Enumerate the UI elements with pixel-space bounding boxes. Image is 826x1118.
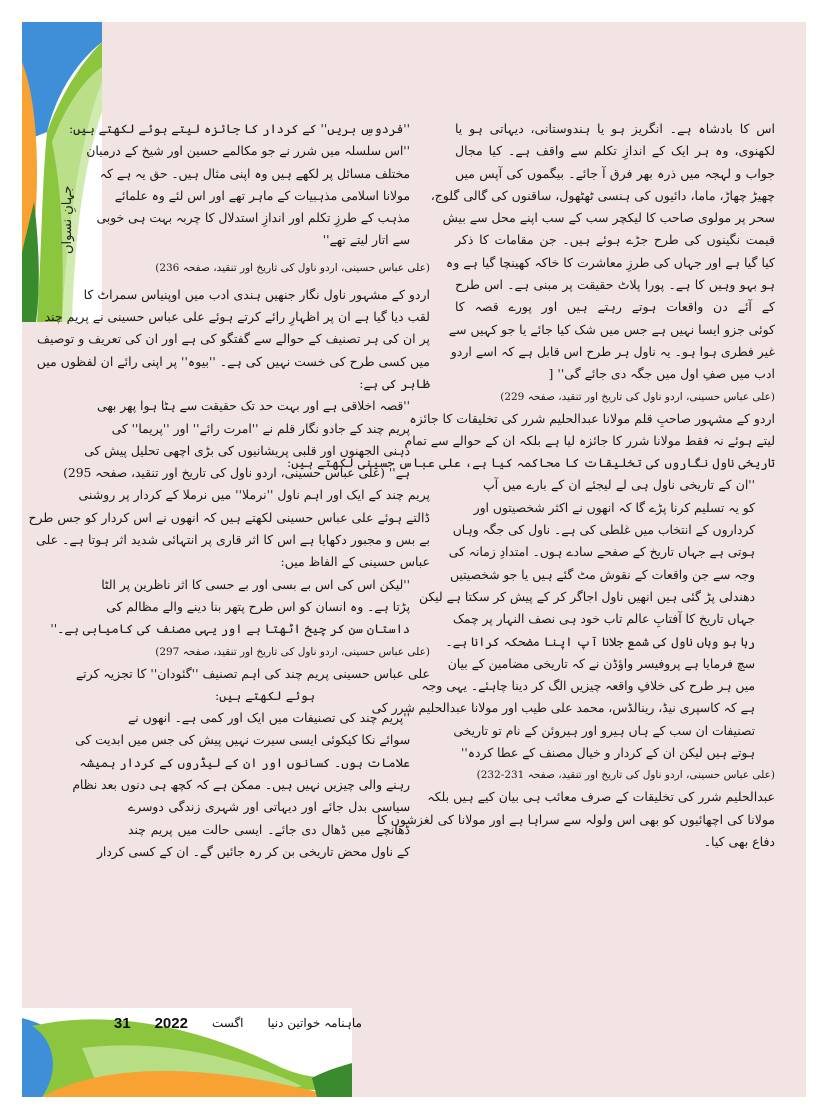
- page-number: 31: [113, 1014, 131, 1032]
- text-line: مذہب کے طرزِ تکلم اور اندازِ استدلال کا چربہ بہت ہی خوبی: [96, 211, 410, 226]
- citation: (علی عباس حسینی، اردو ناول کی تاریخ اور تنقید، صفحہ 297): [155, 645, 430, 658]
- text-line: ہوتی ہے جہاں تاریخ کے صفحے سادے ہوں۔ امتدادِ زمانہ کی: [448, 545, 755, 560]
- block-quote: [50, 574, 430, 641]
- text-line: علی عباس حسینی پریم چند کی اہم تصنیف ''گئودان'' کا تجزیہ کرتے: [75, 665, 430, 681]
- text-line: مختلف مسائل پر لکھے ہیں وہ اپنی مثال ہیں۔ حق یہ ہے کہ: [99, 166, 410, 181]
- text-line: قیمت نگینوں کی طرح جڑے ہوئے ہیں۔ جن مقامات کا ذکر: [455, 232, 775, 248]
- text-line: ڈھانچے میں ڈھال دی جائے۔ ایسی حالت میں پریم چند: [128, 822, 410, 837]
- citation: (علی عباس حسینی، اردو ناول کی تاریخ اور تنقید، صفحہ 231-232): [476, 769, 775, 782]
- text-line: اردو کے مشہور ناول نگار جنھیں ہندی ادب میں اوپنیاس سمراٹ کا: [83, 286, 430, 302]
- swoosh-decoration-icon: [22, 22, 102, 322]
- text-line: سحر پر مولوی صاحب کا لیکچر سب کے سب اپنے محل سے بیش: [442, 210, 775, 226]
- paragraph: [75, 663, 430, 708]
- paragraph: [36, 284, 430, 395]
- text-line: مولانا اسلامی مذہبیات کے ماہر تھے اور اس لئے وہ علمائے: [114, 188, 410, 203]
- text-line: ڈالتے ہوئے علی عباس حسینی لکھتے ہیں کہ انھوں نے اس کردار کو جس طرح: [28, 509, 430, 525]
- text-line: رہا ہو وہاں ناول کی شمع جلانا آپ اپنا مضحکہ کرانا ہے۔: [445, 634, 755, 649]
- text-line: ذہنی الجھنوں اور قلبی پریشانیوں کی بڑی اچھی تحلیل پیش کی: [84, 443, 410, 458]
- citation: (علی عباس حسینی، اردو ناول کی تاریخ اور تنقید، صفحہ 229): [500, 390, 775, 403]
- text-line: لقب دیا گیا ہے ان پر اظہارِ رائے کرتے ہوئے علی عباس حسینی نے پریم چند: [44, 309, 430, 325]
- text-line: اس کا بادشاہ ہے۔ انگریز ہو یا ہندوستانی، دیہاتی ہو یا: [455, 121, 775, 136]
- issue-month: اگست: [211, 1016, 244, 1030]
- block-quote: [72, 707, 430, 863]
- text-line: غیر فطری ہوا ہو۔ یہ ناول ہر طرح اس قابل ہے کہ اسے اردو: [450, 343, 775, 359]
- text-line: جواب و لہجہ میں ذرہ بھر فرق آ جائے۔ بیگموں کی آپس میں: [455, 165, 775, 181]
- text-line: میں ہر طرح کی خلافِ واقعہ چیزیں الگ کر دینا چاہئے۔ یہی وجہ: [421, 679, 755, 694]
- text-line: ''لیکن اس کی اس بے بسی اور بے حسی کا اثر ناظرین پر الٹا: [101, 577, 410, 592]
- section-title: جہانِ نسواں: [60, 185, 75, 255]
- text-line: چھیڑ چھاڑ، ماما، دائیوں کی ہنسی ٹھٹھول، ساقنوں کی گالی گلوج،: [430, 187, 775, 203]
- text-line: ''فردوسِ بریں'' کے کردار کا جائزہ لیتے ہوئے لکھتے ہیں:: [68, 122, 410, 136]
- text-line: کیا گیا ہے اور جہاں کی طرزِ معاشرت کا خاکہ کھینچا گیا ہے وہ: [445, 254, 775, 270]
- text-line: کوئی جزو ایسا نہیں ہے جس میں شک کیا جائے یا جو کہیں سے: [448, 321, 775, 337]
- page-footer: [112, 1012, 362, 1034]
- text-line: عباس حسینی کے الفاظ میں:: [280, 554, 430, 570]
- citation: (علی عباس حسینی، اردو ناول کی تاریخ اور تنقید، صفحہ 236): [155, 261, 430, 274]
- block-quote: [86, 140, 430, 251]
- block-quote: [63, 395, 430, 484]
- text-line: جہاں تاریخ کا آفتابِ عالم تاب خود ہی نصف النہار پر چمک: [452, 612, 755, 627]
- text-line: سچ فرمایا ہے پروفیسر واؤڈن نے کہ تاریخی مضامین کے بیان: [447, 656, 755, 671]
- top-left-decoration: [22, 22, 102, 322]
- text-line: رہنے والی چیزیں نہیں ہیں۔ ممکن ہے کہ کچھ ہی دنوں بعد نظام: [72, 778, 410, 793]
- text-line: ادب میں صفِ اول میں جگہ دی جائے گی'' [: [548, 366, 775, 382]
- text-line: کے ناول محض تاریخی بن کر رہ جائیں گے۔ ان کے کسی کردار: [96, 844, 410, 859]
- text-line: داستان سن کر چیخ اٹھتا ہے اور یہی مصنف کی کامیابی ہے۔'': [50, 622, 410, 637]
- text-line: ''اس سلسلہ میں شرر نے جو مکالمے حسین اور شیخ کے درمیان: [86, 144, 410, 159]
- text-line: ہوتے ہیں لیکن ان کے کردار و خیال مصنف کے عطا کردہ'': [461, 746, 755, 761]
- text-line: علامات ہوں۔ کسانوں اور ان کے لیڈروں کے کردار ہمیشہ: [79, 755, 410, 770]
- intro-line: [68, 118, 430, 140]
- text-line: تصنیفات ان سب کے ہاں ہیرو اور ہیروئن کے نام تو تاریخی: [453, 723, 755, 738]
- text-line: بے بس و مجبور دکھایا ہے اس کا اثر قاری پر انتہائی شدید اثر ہوتا ہے۔ علی: [36, 532, 430, 548]
- paragraph: [430, 118, 775, 386]
- text-line: کو یہ تسلیم کرنا پڑے گا کہ انھوں نے اکثر شخصیتوں اور: [473, 500, 755, 515]
- text-line: تاریخی ناول نگاروں کی تخلیقات کا محاکمہ کیا ہے، علی عباس حسینی لکھتے ہیں:: [287, 455, 775, 471]
- text-line: پریم چند کے ایک اور اہم ناول ''نرملا'' میں نرملا کے کردار پر روشنی: [78, 487, 430, 503]
- text-line: دفاع بھی کیا۔: [703, 833, 775, 849]
- text-line: عبدالحلیم شرر کی تخلیقات کے صرف معائب ہی بیان کیے ہیں بلکہ: [427, 789, 775, 805]
- text-line: ''ان کے تاریخی ناول ہی لے لیجئے ان کے بارے میں آپ: [483, 478, 755, 493]
- text-line: کرداروں کے انتخاب میں غلطی کی ہے۔ ناول کی جگہ وہاں: [452, 523, 755, 538]
- text-line: مولانا کی اچھائیوں کو بھی اس ولولہ سے سراہا ہے اور مولانا کی لغزشوں کا: [377, 811, 775, 827]
- text-line: دھندلی پڑ گئی ہیں انھیں ناول اجاگر کر کے پیش کر سکتا ہے لیکن: [419, 589, 755, 604]
- text-line: وجہ سے جن واقعات کے نقوش مٹ گئے ہیں یا جو شخصیتیں: [450, 567, 755, 582]
- text-line: پڑتا ہے۔ وہ انسان کو اس طرح پتھر بنا دینے والے مظالم کی: [106, 599, 410, 614]
- paragraph: [28, 484, 430, 573]
- issue-year: 2022: [154, 1014, 188, 1032]
- text-line: سے اتار لیتے تھے'': [322, 233, 410, 248]
- text-line: سیاسی بدل جائے اور دیہاتی اور شہری زندگی دوسرے: [128, 800, 410, 815]
- text-line: لیتے ہوئے نہ فقط مولانا شرر کا جائزہ لیا ہے بلکہ ان کے حوالے سے تمام: [404, 432, 775, 448]
- text-line: ظاہر کی ہے:: [359, 375, 430, 391]
- text-line: ہو بہو وہیں کا ہے۔ پورا پلاٹ حقیقت پر مبنی ہے۔ اس طرح: [455, 277, 775, 293]
- paragraph: [377, 786, 775, 853]
- text-line: ہے کہ کاسپری نیڈ، رینالڈس، محمد علی طیب اور مولانا عبدالحلیم شرر کی: [371, 701, 755, 716]
- text-line: اردو کے مشہور صاحبِ قلم مولانا عبدالحلیم شرر کی تخلیقات کا جائزہ: [409, 410, 775, 426]
- text-line: میں کسی طرح کی خست نہیں کی ہے۔ ''بیوہ'' پر اپنی رائے ان لفظوں میں: [36, 353, 430, 369]
- magazine-name: ماہنامہ خواتین دنیا: [267, 1016, 362, 1030]
- paragraph: [287, 408, 775, 475]
- text-line: ہوئے لکھتے ہیں:: [214, 687, 316, 703]
- text-line: پر ان کی ہر تصنیف کے حوالے سے گفتگو کی ہے اور ان کی تعریف و توصیف: [37, 331, 430, 347]
- text-line: ''پریم چند کی تصنیفات میں ایک اور کمی ہے۔ انھوں نے: [128, 711, 410, 726]
- block-quote: [371, 474, 775, 764]
- text-line: پریم چند کے جادو نگار قلم نے ''امرت رائے'' اور ''پریما'' کی: [111, 421, 410, 436]
- text-line: کے آئے دن واقعات ہوتے رہتے ہیں اور پورے قصہ کا: [455, 299, 775, 315]
- text-line: ''قصہ اخلاقی ہے اور بہت حد تک حقیقت سے ہٹا ہوا پھر بھی: [97, 399, 410, 414]
- text-line: سوائے نکا کیکوئی ایسی سیرت نہیں پیش کی جس میں ابدیت کی: [75, 733, 410, 748]
- text-line: ہے'' (علی عباس حسینی، اردو ناول کی تاریخ اور تنقید، صفحہ 295): [63, 466, 410, 481]
- text-line: لکھنوی، وہ ہر ایک کے اندازِ تکلم سے واقف ہے۔ کیا مجال: [455, 143, 775, 159]
